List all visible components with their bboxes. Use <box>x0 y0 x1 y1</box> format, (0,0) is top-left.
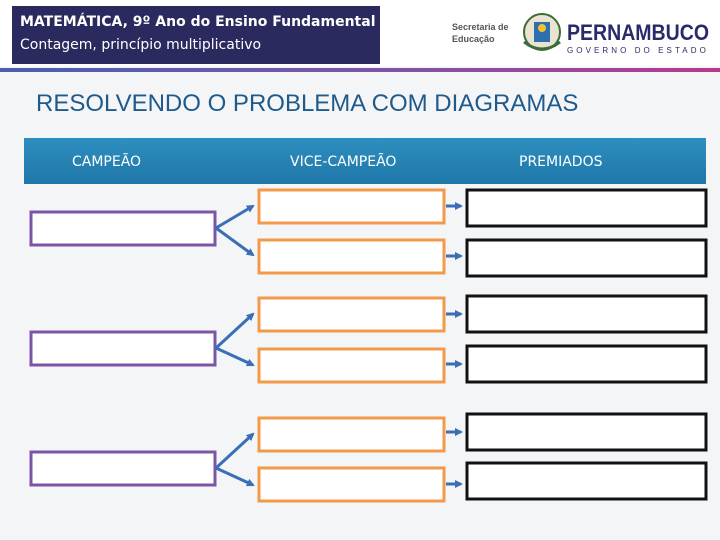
branch-arrow <box>216 348 253 365</box>
logo-secretaria-line2: Educação <box>452 34 495 44</box>
logo-tagline: GOVERNO DO ESTADO <box>567 46 709 55</box>
branch-arrow <box>216 228 253 255</box>
awarded-box <box>467 346 706 382</box>
column-label-champion: CAMPEÃO <box>72 154 142 170</box>
awarded-box <box>467 240 706 276</box>
awarded-box <box>467 296 706 332</box>
champion-box <box>31 452 215 485</box>
awarded-box <box>467 463 706 499</box>
logo-secretaria-line1: Secretaria de <box>452 22 509 32</box>
branch-arrow <box>216 206 253 228</box>
lesson-subtitle: Contagem, princípio multiplicativo <box>20 37 262 53</box>
logo-state-name: PERNAMBUCO <box>567 20 709 45</box>
column-label-vice: VICE-CAMPEÃO <box>290 154 397 170</box>
vice-champion-box <box>259 349 444 382</box>
awarded-box <box>467 190 706 226</box>
course-title: MATEMÁTICA, 9º Ano do Ensino Fundamental <box>20 14 376 30</box>
vice-champion-box <box>259 190 444 223</box>
awarded-box <box>467 414 706 450</box>
slide-heading: RESOLVENDO O PROBLEMA COM DIAGRAMAS <box>36 90 579 117</box>
branch-arrow <box>216 468 253 485</box>
vice-champion-box <box>259 240 444 273</box>
vice-champion-box <box>259 468 444 501</box>
branch-arrow <box>216 434 253 468</box>
champion-box <box>31 212 215 245</box>
column-label-awarded: PREMIADOS <box>519 154 603 170</box>
vice-champion-box <box>259 298 444 331</box>
champion-box <box>31 332 215 365</box>
branch-arrow <box>216 314 253 348</box>
vice-champion-box <box>259 418 444 451</box>
